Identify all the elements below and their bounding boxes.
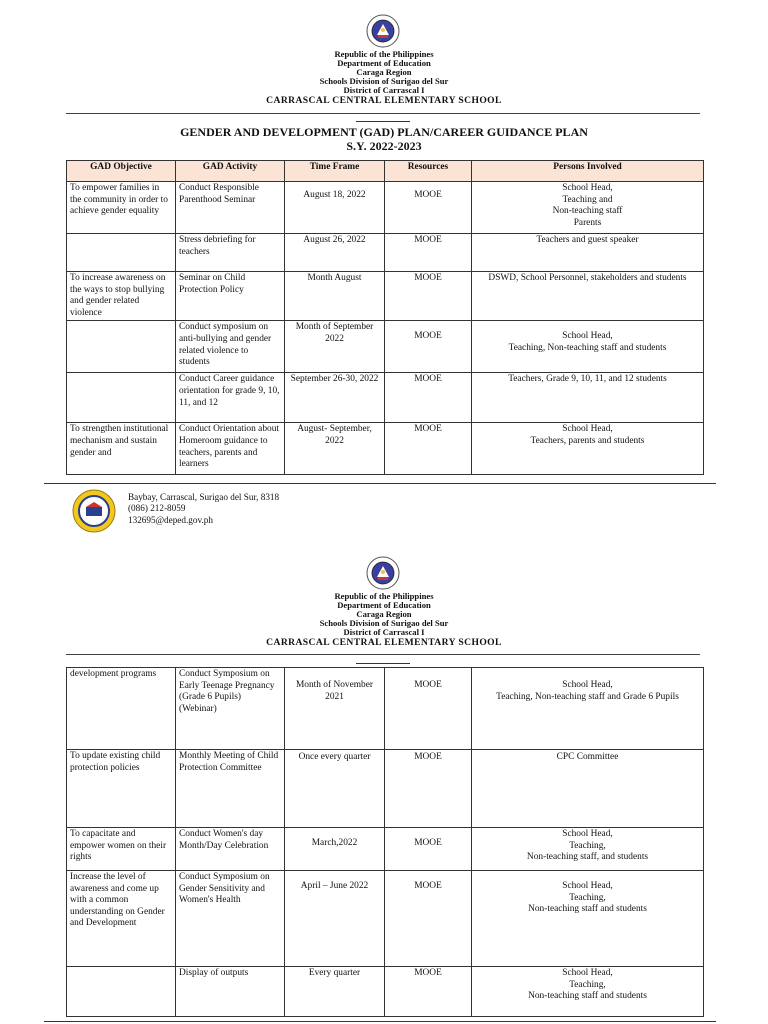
cell-resources: MOOE xyxy=(385,871,472,967)
cell-persons-involved xyxy=(472,373,704,423)
plan-title xyxy=(0,125,768,153)
persons-involved-line: Teachers, Grade 9, 10, 11, and 12 students xyxy=(508,374,667,385)
table-row xyxy=(67,668,704,750)
cell-persons-involved xyxy=(472,234,704,272)
cell-time-frame: April – June 2022 xyxy=(285,871,385,967)
column-header-objective: GAD Objective xyxy=(67,161,176,182)
persons-involved-line: School Head, xyxy=(562,183,613,193)
column-header-activity: GAD Activity xyxy=(176,161,285,182)
persons-involved-line: Teaching, Non-teaching staff and students xyxy=(508,342,667,353)
school-logo-icon xyxy=(72,489,116,533)
header-short-divider xyxy=(356,663,410,664)
cell-activity: Monthly Meeting of Child Protection Committee xyxy=(176,750,285,828)
cell-resources: MOOE xyxy=(385,967,472,1017)
cell-objective xyxy=(67,373,176,423)
cell-activity: Conduct symposium on anti-bullying and gender related violence to students xyxy=(176,321,285,373)
deped-seal-icon xyxy=(366,14,400,48)
cell-resources: MOOE xyxy=(385,373,472,423)
persons-involved-line: Non-teaching staff xyxy=(552,206,623,217)
persons-involved-line: Non-teaching staff and students xyxy=(528,991,647,1002)
cell-resources: MOOE xyxy=(385,234,472,272)
persons-involved-line: Parents xyxy=(573,217,602,228)
cell-persons-involved xyxy=(472,967,704,1017)
cell-objective: development programs xyxy=(67,668,176,750)
cell-objective: Increase the level of awareness and come up with a common understanding on Gender and Development xyxy=(67,871,176,967)
persons-involved-line: Teaching and xyxy=(562,194,613,205)
table-row xyxy=(67,272,704,321)
cell-activity: Seminar on Child Protection Policy xyxy=(176,272,285,321)
school-contact-info xyxy=(128,492,279,526)
gad-plan-table-page1 xyxy=(66,160,704,475)
school-phone: (086) 212-8059 xyxy=(128,503,186,514)
letterhead xyxy=(0,592,768,648)
cell-activity: Stress debriefing for teachers xyxy=(176,234,285,272)
cell-persons-involved xyxy=(472,750,704,828)
column-header-resources: Resources xyxy=(385,161,472,182)
persons-involved-line: Teachers, parents and students xyxy=(530,435,645,446)
table-row xyxy=(67,423,704,475)
cell-persons-involved xyxy=(472,668,704,750)
cell-persons-involved xyxy=(472,321,704,373)
cell-time-frame: Every quarter xyxy=(285,967,385,1017)
cell-objective xyxy=(67,234,176,272)
plan-title-school-year: S.Y. 2022-2023 xyxy=(346,139,422,153)
cell-time-frame: Month August xyxy=(285,272,385,321)
cell-resources: MOOE xyxy=(385,321,472,373)
cell-persons-involved xyxy=(472,871,704,967)
cell-activity: Conduct Responsible Parenthood Seminar xyxy=(176,182,285,234)
school-email: 132695@deped.gov.ph xyxy=(128,514,213,525)
cell-objective xyxy=(67,321,176,373)
cell-resources: MOOE xyxy=(385,182,472,234)
cell-objective: To empower families in the community in order to achieve gender equality xyxy=(67,182,176,234)
cell-time-frame: August 18, 2022 xyxy=(285,182,385,234)
header-divider xyxy=(66,113,700,114)
plan-title-main: GENDER AND DEVELOPMENT (GAD) PLAN/CAREER GUIDANCE PLAN xyxy=(180,125,588,139)
header-divider xyxy=(66,654,700,655)
table-row xyxy=(67,871,704,967)
persons-involved-line: Non-teaching staff and students xyxy=(528,904,647,915)
persons-involved-line: School Head, xyxy=(562,424,613,435)
persons-involved-line: School Head, xyxy=(562,829,613,839)
letterhead-school: CARRASCAL CENTRAL ELEMENTARY SCHOOL xyxy=(266,637,502,648)
cell-time-frame: Once every quarter xyxy=(285,750,385,828)
persons-involved-line: School Head, xyxy=(562,331,613,342)
letterhead xyxy=(0,50,768,106)
cell-objective: To strengthen institutional mechanism and sustain gender and xyxy=(67,423,176,475)
column-header-persons-involved: Persons Involved xyxy=(472,161,704,182)
persons-involved-line: School Head, xyxy=(562,680,613,690)
persons-involved-line: Teachers and guest speaker xyxy=(536,235,639,245)
table-row xyxy=(67,321,704,373)
letterhead-division: Schools Division of Surigao del Sur xyxy=(319,76,449,86)
table-row xyxy=(67,373,704,423)
cell-time-frame: August- September, 2022 xyxy=(285,423,385,475)
table-row xyxy=(67,234,704,272)
cell-objective: To increase awareness on the ways to stop bullying and gender related violence xyxy=(67,272,176,321)
cell-time-frame: Month of September 2022 xyxy=(285,321,385,373)
gad-plan-table-page2 xyxy=(66,667,704,1017)
persons-involved-line: CPC Committee xyxy=(556,752,619,762)
letterhead-division: Schools Division of Surigao del Sur xyxy=(319,618,449,628)
header-short-divider xyxy=(356,121,410,122)
letterhead-district: District of Carrascal I xyxy=(343,85,425,95)
cell-persons-involved xyxy=(472,182,704,234)
cell-time-frame: September 26-30, 2022 xyxy=(285,373,385,423)
cell-activity: Conduct Orientation about Homeroom guidance to teachers, parents and learners xyxy=(176,423,285,475)
letterhead-republic: Republic of the Philippines xyxy=(334,49,434,59)
persons-involved-line: Teaching, xyxy=(569,979,606,990)
letterhead-department: Department of Education xyxy=(337,58,431,68)
table-row xyxy=(67,828,704,871)
cell-time-frame: Month of November 2021 xyxy=(285,668,385,750)
cell-resources: MOOE xyxy=(385,750,472,828)
page2-footer-divider xyxy=(44,1021,716,1022)
letterhead-school: CARRASCAL CENTRAL ELEMENTARY SCHOOL xyxy=(266,95,502,106)
cell-time-frame: March,2022 xyxy=(285,828,385,871)
cell-persons-involved xyxy=(472,828,704,871)
cell-time-frame: August 26, 2022 xyxy=(285,234,385,272)
table-row xyxy=(67,750,704,828)
letterhead-district: District of Carrascal I xyxy=(343,627,425,637)
cell-activity: Display of outputs xyxy=(176,967,285,1017)
page1-footer-divider xyxy=(44,483,716,484)
cell-activity: Conduct Women's day Month/Day Celebration xyxy=(176,828,285,871)
column-header-time-frame: Time Frame xyxy=(285,161,385,182)
cell-objective: To update existing child protection policies xyxy=(67,750,176,828)
persons-involved-line: School Head, xyxy=(562,968,613,978)
persons-involved-line: DSWD, School Personnel, stakeholders and students xyxy=(488,273,687,283)
persons-involved-line: School Head, xyxy=(562,881,613,891)
letterhead-republic: Republic of the Philippines xyxy=(334,591,434,601)
letterhead-region: Caraga Region xyxy=(356,67,412,77)
persons-involved-line: Teaching, xyxy=(569,892,606,903)
deped-seal-icon xyxy=(366,556,400,590)
cell-resources: MOOE xyxy=(385,668,472,750)
letterhead-department: Department of Education xyxy=(337,600,431,610)
persons-involved-line: Non-teaching staff, and students xyxy=(526,852,649,863)
persons-involved-line: Teaching, Non-teaching staff and Grade 6 Pupils xyxy=(496,691,679,702)
table-row xyxy=(67,967,704,1017)
cell-resources: MOOE xyxy=(385,828,472,871)
cell-activity: Conduct Symposium on Early Teenage Pregnancy (Grade 6 Pupils) (Webinar) xyxy=(176,668,285,750)
letterhead-region: Caraga Region xyxy=(356,609,412,619)
persons-involved-line: Teaching, xyxy=(569,840,606,851)
cell-persons-involved xyxy=(472,423,704,475)
cell-persons-involved xyxy=(472,272,704,321)
cell-activity: Conduct Symposium on Gender Sensitivity and Women's Health xyxy=(176,871,285,967)
cell-objective xyxy=(67,967,176,1017)
table-header-row xyxy=(67,161,704,182)
cell-resources: MOOE xyxy=(385,423,472,475)
school-address: Baybay, Carrascal, Surigao del Sur, 8318 xyxy=(128,492,280,502)
cell-resources: MOOE xyxy=(385,272,472,321)
table-row xyxy=(67,182,704,234)
cell-objective: To capacitate and empower women on their rights xyxy=(67,828,176,871)
cell-activity: Conduct Career guidance orientation for grade 9, 10, 11, and 12 xyxy=(176,373,285,423)
